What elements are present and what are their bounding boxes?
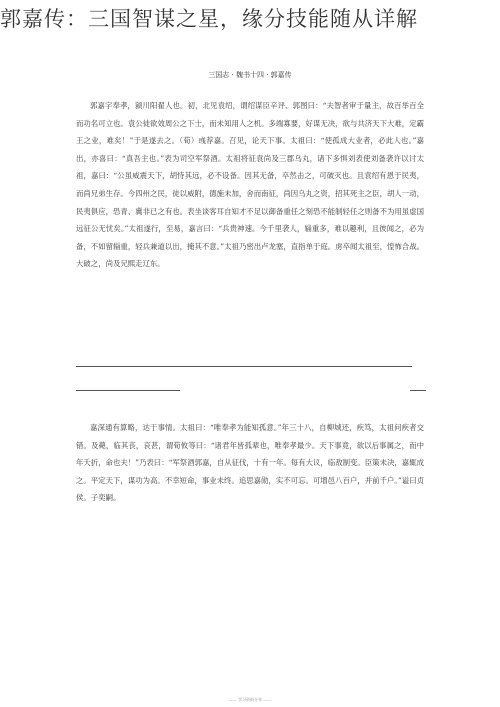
divider-rule-short-left: [76, 390, 180, 391]
document-paragraph-1: 郭嘉字奉孝，颍川阳翟人也。初，北见袁绍，谓绍谋臣辛评、郭图曰：“夫智者审于量主，故百举百全而功名可立也。袁公徒欲效周公之下士，而未知用人之机。多端寡要，好谋无决，欲与共济天下大难，定霸王之业，难矣！”于是遂去之。（荀）彧荐嘉。召见，论天下事。太祖曰：“使孤成大业者，必此人也。”嘉出，亦喜曰：“真吾主也。”表为司空军祭酒。太祖将征袁尚及三郡乌丸，诸下多惧刘表使刘备袭许以讨太祖，嘉曰：“公虽威震天下，胡恃其远，必不设备。因其无备，卒然击之，可破灭也。且袁绍有恩于民夷，而尚兄弟生存。今四州之民，徒以威附，德施未加，舍而南征，尚因乌丸之资，招其死主之臣，胡人一动，民夷俱应，恐青、冀非已之有也。表坐谈客耳自知才不足以御备重任之刻恐不能制轻任之则备不为用虽虚国远征公无忧矣。”太祖遂行，至易，嘉言曰：“兵贵神速。今千里袭人，辎重多，难以趣利，且彼闻之，必为备，不如留辎重，轻兵兼道以出，掩其不意。”太祖乃密出卢龙塞，直指单于庭。虏卒闻太祖至，惶怖合战。大破之，尚及兄熙走辽东。: [76, 101, 424, 269]
document-heading: 三国志 · 魏书十四 · 郭嘉传: [208, 71, 292, 79]
page-footer: —— 学习资料分享 ——: [228, 697, 272, 702]
divider-rule: [76, 366, 412, 367]
document-paragraph-2: 嘉深通有算略，达于事情。太祖曰：“唯奉孝为能知孤意。”年三十八，自柳城还，疾笃，太祖问疾者交错。及薨，临其丧，哀甚，谓荀攸等曰：“诸君年皆孤辈也，唯奉孝最少。天下事竟，欲以后事属之，而中年夭折，命也夫！”乃表曰：“军祭酒郭嘉，自从征伐，十有一年。每有大议，临敌制变。臣策未决，嘉辄成之。平定天下，谋功为高。不幸短命，事业未终。追思嘉勋，实不可忘。可增邑八百户，并前千户。”谥曰贞侯。子奕嗣。: [76, 423, 424, 503]
divider-rule-short-right: [410, 390, 426, 391]
page-title: 郭嘉传：三国智谋之星，缘分技能随从详解: [0, 7, 418, 31]
